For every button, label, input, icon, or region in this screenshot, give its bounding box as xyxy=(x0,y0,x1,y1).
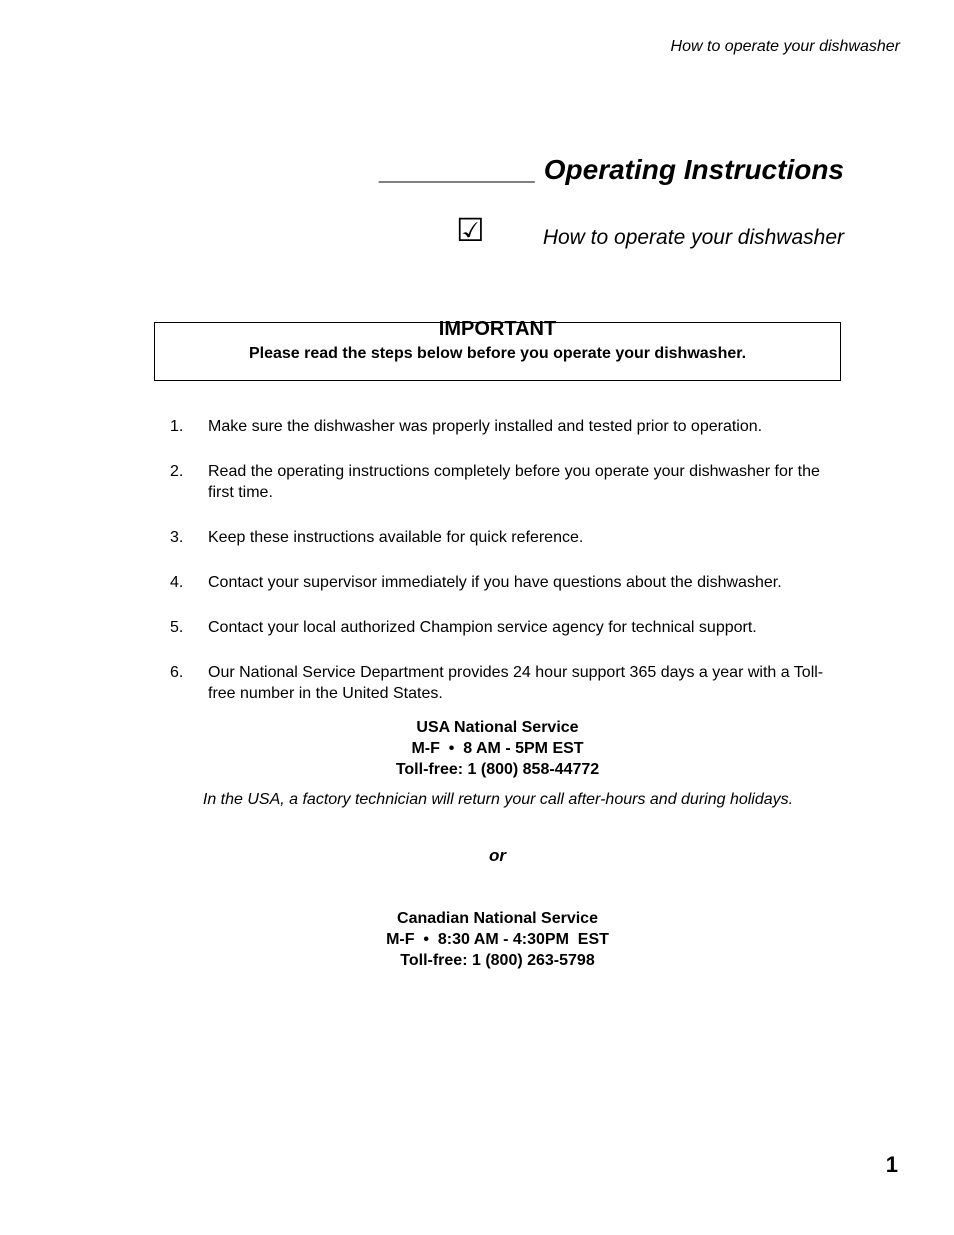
running-header: How to operate your dishwasher xyxy=(670,38,900,55)
step-text: Contact your local authorized Champion service agency for technical support. xyxy=(208,619,757,636)
steps-list xyxy=(170,416,850,728)
list-item xyxy=(170,461,850,503)
after-hours-note: In the USA, a factory technician will return your call after-hours and during holidays. xyxy=(202,791,794,808)
list-item xyxy=(170,572,850,593)
canada-service-name: Canadian National Service xyxy=(397,910,598,927)
list-item xyxy=(170,416,850,437)
usa-service-block xyxy=(154,717,841,780)
usa-service-phone: Toll-free: 1 (800) 858-44772 xyxy=(395,761,600,778)
canada-service-block xyxy=(154,908,841,971)
or-separator: or xyxy=(489,846,506,865)
section-subtitle: How to operate your dishwasher xyxy=(542,226,844,249)
step-number: 4. xyxy=(170,574,184,591)
step-text: Our National Service Department provides 24 hour support 365 days a year with a Toll-free number in the United States. xyxy=(208,664,824,702)
important-title: IMPORTANT xyxy=(438,318,557,340)
step-number: 5. xyxy=(170,619,184,636)
section-title: __________ Operating Instructions xyxy=(380,154,844,185)
canada-service-hours: M-F • 8:30 AM - 4:30PM EST xyxy=(386,931,609,948)
step-text: Contact your supervisor immediately if you have questions about the dishwasher. xyxy=(208,574,782,591)
step-text: Keep these instructions available for quick reference. xyxy=(208,529,584,546)
step-text: Read the operating instructions completely before you operate your dishwasher for the first time. xyxy=(208,463,820,501)
list-item xyxy=(170,617,850,638)
usa-service-hours: M-F • 8 AM - 5PM EST xyxy=(411,740,584,757)
step-number: 3. xyxy=(170,529,184,546)
step-number: 2. xyxy=(170,463,184,480)
important-text: Please read the steps below before you operate your dishwasher. xyxy=(248,345,747,362)
list-item xyxy=(170,527,850,548)
step-number: 1. xyxy=(170,418,184,435)
list-item xyxy=(170,662,850,704)
canada-service-phone: Toll-free: 1 (800) 263-5798 xyxy=(400,952,595,969)
step-text: Make sure the dishwasher was properly installed and tested prior to operation. xyxy=(208,418,763,435)
usa-service-name: USA National Service xyxy=(416,719,579,736)
step-number: 6. xyxy=(170,664,184,681)
checkbox-checked-icon: ☑ xyxy=(456,211,485,249)
page-number: 1 xyxy=(885,1152,898,1177)
